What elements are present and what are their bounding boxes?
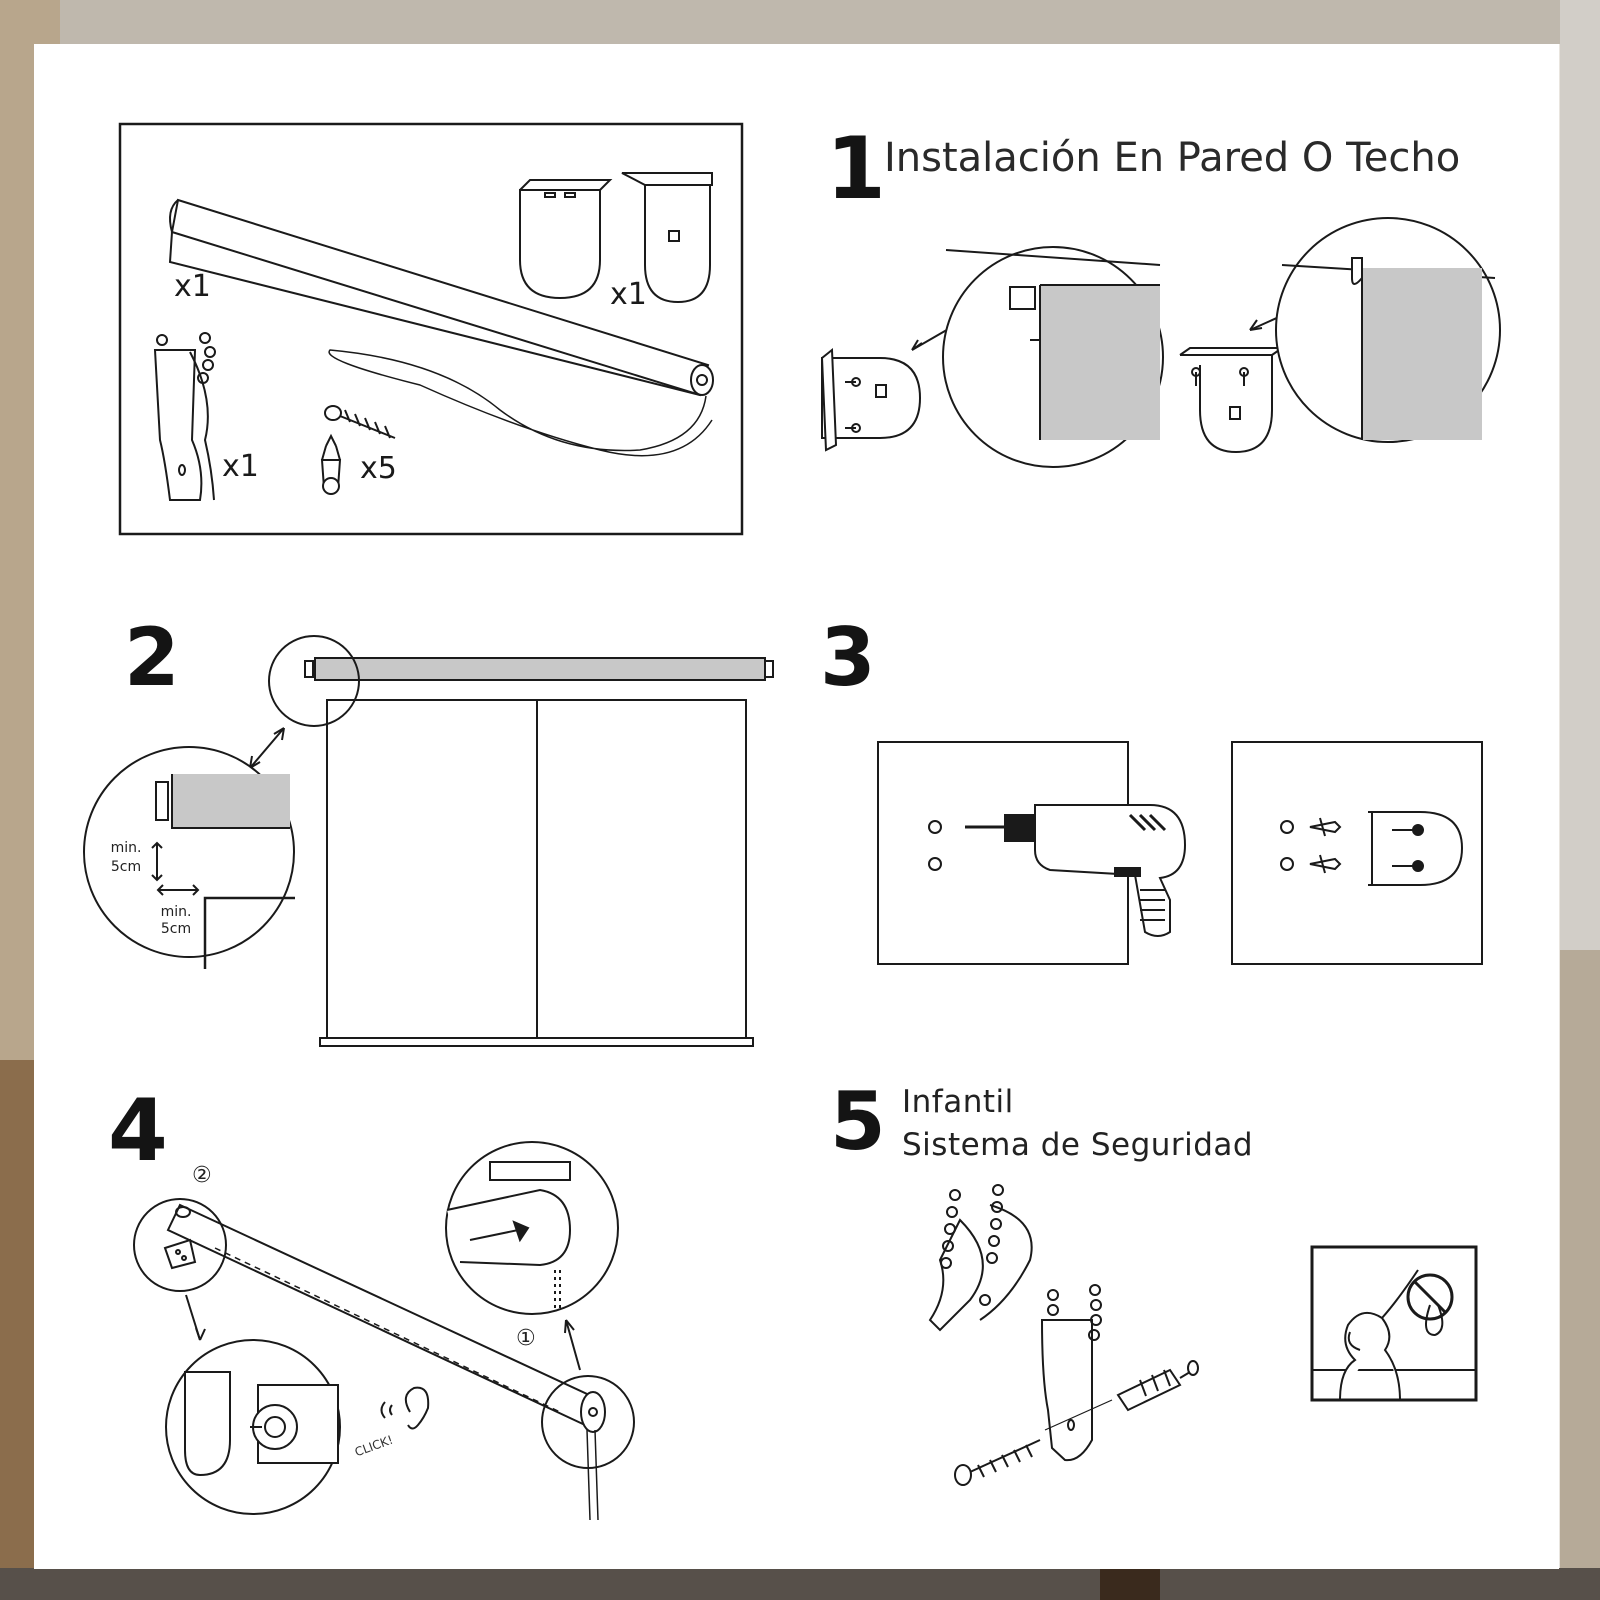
parts-box	[120, 124, 742, 534]
step-1-title: Instalación En Pared O Techo	[884, 135, 1461, 181]
ear-icon	[382, 1388, 429, 1429]
step-5-title-line1: Infantil	[902, 1084, 1014, 1120]
step-2-number: 2	[124, 611, 180, 704]
step-1-number: 1	[826, 119, 886, 219]
vertical-min-label: min.	[110, 840, 142, 856]
step-5-number: 5	[830, 1075, 886, 1168]
chain-clip-quantity: x1	[222, 449, 259, 484]
chain-clip-icon	[930, 1185, 1101, 1460]
click-sound-label: CLICK!	[352, 1432, 395, 1460]
step-5-title-line2: Sistema de Seguridad	[902, 1127, 1254, 1163]
step-3-number: 3	[820, 611, 876, 704]
brackets-quantity: x1	[610, 277, 647, 312]
step3-illustration	[878, 742, 1482, 964]
step-4-number: 4	[108, 1081, 168, 1181]
roller-quantity: x1	[174, 269, 211, 304]
step2-illustration	[84, 636, 773, 1046]
horizontal-min-label: min.	[160, 904, 192, 920]
step-4-marker-2: ②	[192, 1163, 212, 1188]
step-4-marker-1: ①	[516, 1326, 536, 1351]
chain-clip-icon	[155, 333, 215, 500]
step5-illustration	[930, 1185, 1476, 1485]
step1-illustration	[822, 218, 1500, 467]
screws-quantity: x5	[360, 451, 397, 486]
horizontal-min-value: 5cm	[160, 921, 192, 937]
roller-icon	[170, 200, 713, 456]
step4-illustration	[134, 1142, 634, 1520]
vertical-min-value: 5cm	[110, 859, 142, 875]
